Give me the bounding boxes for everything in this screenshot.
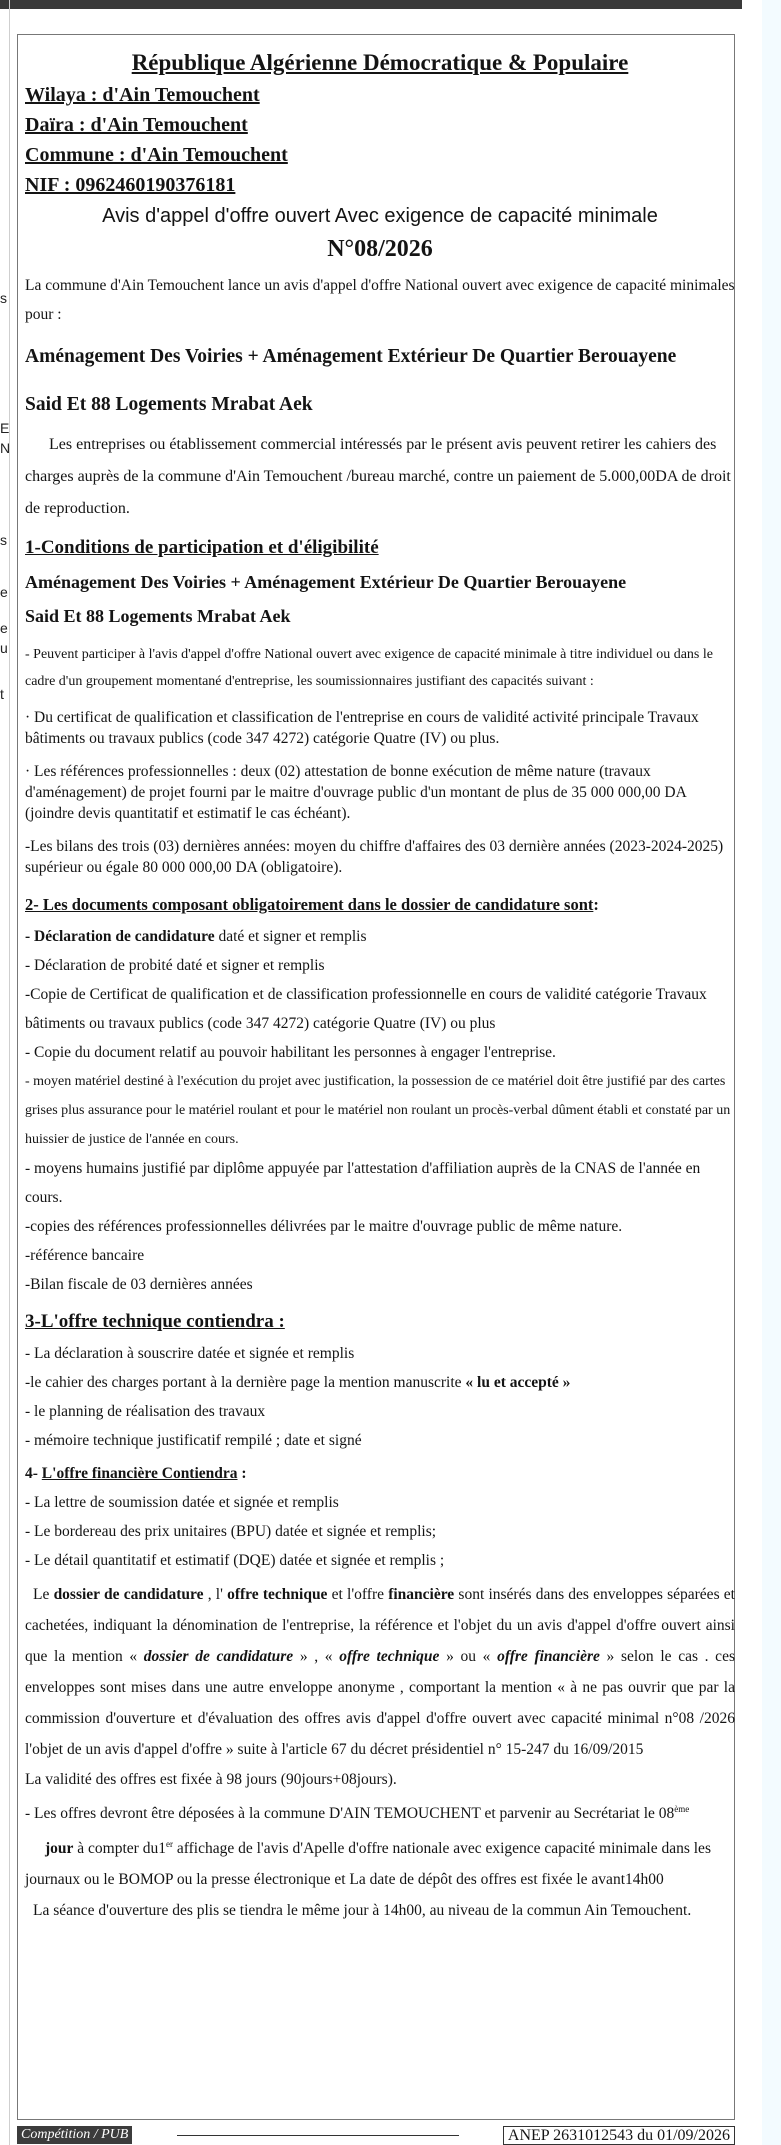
envelopes-text: Le (33, 1586, 54, 1603)
section4-title-line (25, 1459, 735, 1488)
side-mark: s (0, 290, 7, 306)
deposit-paragraph (25, 1794, 735, 1895)
nif-line: NIF : 0962460190376181 (25, 174, 236, 196)
section3-item4: - mémoire technique justificatif rempilé ; date et signé (25, 1432, 362, 1449)
intro-paragraph: La commune d'Ain Temouchent lance un avis d'appel d'offre National ouvert avec exigence de capacité minimales pour : (25, 277, 735, 323)
avis-title: Avis d'appel d'offre ouvert Avec exigence de capacité minimale (102, 205, 658, 227)
section4-prefix: 4- (25, 1465, 42, 1482)
section2-item1-text: daté et signer et remplis (214, 928, 367, 945)
envelopes-text: » , « (293, 1648, 340, 1665)
section2-item1 (25, 922, 735, 951)
validity-line: La validité des offres est fixée à 98 jours (90jours+08jours). (25, 1771, 397, 1788)
notice-content (25, 50, 735, 1926)
section2-title-line (25, 888, 735, 922)
envelopes-bold: offre financière (497, 1648, 600, 1665)
competition-tag: Compétition / PUB (17, 2126, 132, 2144)
footer-bar (17, 2126, 735, 2144)
deposit-text: - Les offres devront être déposées à la commune D'AIN TEMOUCHENT et parvenir au Secrétariat le 08 (25, 1805, 675, 1823)
envelopes-bold: financière (388, 1586, 455, 1603)
section2-item4: - Copie du document relatif au pouvoir habilitant les personnes à engager l'entreprise. (25, 1044, 556, 1061)
section4-colon: : (237, 1465, 247, 1482)
section4-title: L'offre financière Contiendra (41, 1465, 238, 1482)
project-title-line1: Aménagement Des Voiries + Aménagement Extérieur De Quartier Berouayene (25, 346, 677, 367)
envelopes-paragraph (25, 1579, 735, 1765)
section2-item3: -Copie de Certificat de qualification et de classification professionnelle en cours de validité catégorie Travaux bâtiments ou travaux publics (code 347 4272) catégorie Quatre (IV) ou plus (25, 986, 707, 1032)
section1-project-line2: Said Et 88 Logements Mrabat Aek (25, 606, 291, 626)
section2-item1-bold: - Déclaration de candidature (25, 928, 215, 945)
section2-title: 2- Les documents composant obligatoirement dans le dossier de candidature sont (25, 895, 594, 914)
envelopes-text: , l' (203, 1586, 228, 1603)
section4-item3: - Le détail quantitatif et estimatif (DQE) datée et signée et remplis ; (25, 1552, 445, 1569)
avis-number: N°08/2026 (327, 236, 433, 262)
deposit-text: affichage de l'avis d'Apelle d'offre nationale avec exigence capacité minimale dans les journaux ou le BOMOP ou la presse électronique et La date de dépôt des offres est fixée le avant14h00 (25, 1840, 711, 1889)
seance-paragraph: La séance d'ouverture des plis se tiendra le même jour à 14h00, au niveau de la commun Ain Temouchent. (33, 1902, 692, 1920)
section1-project-line1: Aménagement Des Voiries + Aménagement Extérieur De Quartier Berouayene (25, 572, 627, 592)
deposit-sup: er (165, 1839, 173, 1850)
section2-item6: - moyens humains justifié par diplôme appuyée par l'attestation d'affiliation auprès de la CNAS de l'année en cours. (25, 1160, 701, 1206)
section3-item2-bold: « lu et accepté » (465, 1374, 571, 1391)
daira-line: Daïra : d'Ain Temouchent (25, 114, 248, 136)
section2-item5: - moyen matériel destiné à l'exécution du projet avec justification, la possession de ce matériel doit être justifié par des cartes grises plus assurance pour le matériel roulant et pour le matériel non roulant un procès-verbal dûment établi et constaté par un huissier de justice de l'année en cours. (25, 1074, 731, 1147)
envelopes-text: et l'offre (327, 1586, 389, 1603)
envelopes-text: » selon le cas . ces enveloppes sont mises dans une autre enveloppe anonyme , comportant la mention « à ne pas ouvrir que par la commission d'ouverture et d'évaluation des offres avis d'appel d'offre ouvert avec capacité minimal n°08 /2026 l'objet de un avis d'appel d'offre » suite à l'article 67 du décret présidentiel n° 15-247 du 16/09/2015 (25, 1648, 735, 1758)
side-mark: e (0, 620, 8, 636)
side-mark: E (0, 420, 10, 436)
commune-line: Commune : d'Ain Temouchent (25, 144, 288, 166)
section3-item3: - le planning de réalisation des travaux (25, 1403, 266, 1420)
envelopes-bold: offre technique (339, 1648, 440, 1665)
retrait-paragraph: Les entreprises ou établissement commercial intéressés par le présent avis peuvent retirer les cahiers des charges auprès de la commune d'Ain Temouchent /bureau marché, contre un paiement de 5.000,00DA de droit de reproduction. (25, 436, 731, 517)
section2-item7: -copies des références professionnelles délivrées par le maitre d'ouvrage public de même nature. (25, 1218, 623, 1235)
section1-title: 1-Conditions de participation et d'éligibilité (25, 537, 379, 558)
envelopes-bold: offre technique (227, 1586, 328, 1603)
wilaya-line: Wilaya : d'Ain Temouchent (25, 84, 260, 106)
section1-paragraph2: · Du certificat de qualification et classification de l'entreprise en cours de validité activité principale Travaux bâtiments ou travaux publics (code 347 4272) catégorie Quatre (IV) ou plus. (25, 709, 699, 747)
footer-rule (177, 2135, 459, 2136)
section1-paragraph4: -Les bilans des trois (03) dernières années: moyen du chiffre d'affaires des 03 dernière années (2023-2024-2025) supérieur ou égale 80 000 000,00 DA (obligatoire). (25, 838, 724, 876)
section2-item2: - Déclaration de probité daté et signer et remplis (25, 957, 325, 974)
side-mark: s (0, 532, 7, 548)
envelopes-text: sont insérés dans des enveloppes séparées et cachetées, indiquant la dénomination de l'entreprise, la référence et l'objet du un avis d'appel d'offre ouvert ainsi que la mention « (25, 1586, 735, 1665)
section3-item1: - La déclaration à souscrire datée et signée et remplis (25, 1345, 355, 1362)
section3-item2-text: -le cahier des charges portant à la dernière page la mention manuscrite (25, 1374, 466, 1391)
envelopes-text: » ou « (439, 1648, 498, 1665)
section2-item9: -Bilan fiscale de 03 dernières années (25, 1276, 253, 1293)
section2-item8: -référence bancaire (25, 1247, 145, 1264)
deposit-sup: ème (674, 1804, 690, 1814)
section1-paragraph3: · Les références professionnelles : deux (02) attestation de bonne exécution de même nature (travaux d'aménagement) de projet fourni par le maitre d'ouvrage public d'un montant de plus de 35 000 000,00 DA (joindre devis quantitatif et estimatif le cas échéant). (25, 763, 686, 822)
section3-title: 3-L'offre technique contiendra : (25, 1311, 285, 1332)
envelopes-bold: dossier de candidature (53, 1586, 204, 1603)
side-mark: t (0, 686, 4, 702)
section1-paragraph1: - Peuvent participer à l'avis d'appel d'offre National ouvert avec exigence de capacité minimale à titre individuel ou dans le cadre d'un groupement momentané d'entreprise, les soumissionnaires justifiant des capacités suivant : (25, 647, 713, 689)
envelopes-bold: dossier de candidature (143, 1648, 294, 1665)
project-title-line2: Said Et 88 Logements Mrabat Aek (25, 394, 313, 415)
side-mark: e (0, 584, 8, 600)
section4-item2: - Le bordereau des prix unitaires (BPU) datée et signée et remplis; (25, 1523, 437, 1540)
left-margin-strip (0, 0, 10, 2145)
top-bar (0, 0, 742, 9)
deposit-bold: jour (45, 1840, 74, 1858)
anep-reference: ANEP 2631012543 du 01/09/2026 (503, 2126, 735, 2145)
republic-title: République Algérienne Démocratique & Populaire (131, 50, 629, 75)
side-mark: u (0, 640, 8, 656)
side-mark: N (0, 440, 11, 456)
right-margin-strip (762, 0, 781, 2145)
section4-item1: - La lettre de soumission datée et signée et remplis (25, 1494, 339, 1511)
section2-colon: : (593, 895, 599, 914)
section3-item2 (25, 1368, 735, 1397)
deposit-text: à compter du1 (73, 1840, 166, 1858)
